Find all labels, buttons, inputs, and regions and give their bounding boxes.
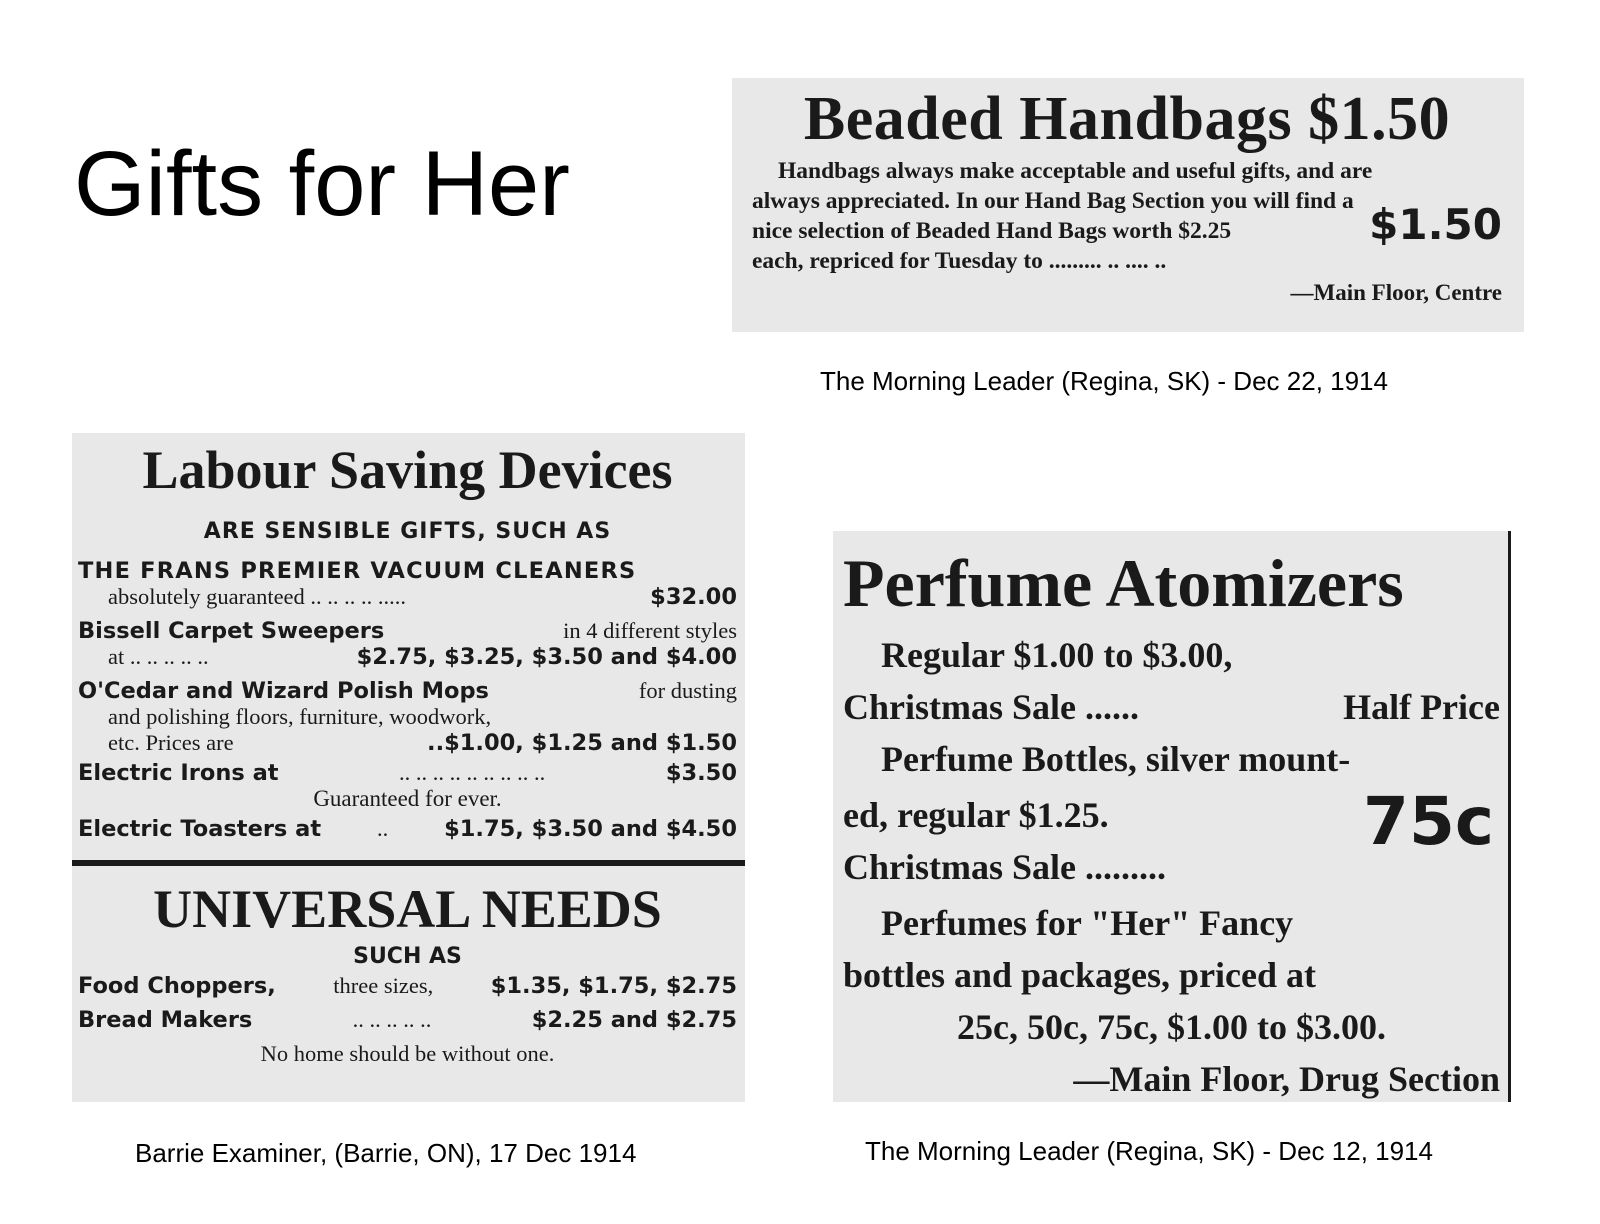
perfume-line: bottles and packages, priced at — [843, 955, 1317, 995]
perfume-line: Christmas Sale ...... — [843, 687, 1139, 727]
perfume-row — [843, 681, 1500, 733]
labour-item-desc: .. — [376, 816, 389, 841]
perfume-clipping — [833, 531, 1511, 1102]
labour-item-price: ..$1.00, $1.25 and $1.50 — [427, 730, 737, 756]
labour-item-price: $3.50 — [665, 760, 737, 786]
universal-headline: UNIVERSAL NEEDS — [153, 879, 662, 939]
perfume-line: Regular $1.00 to $3.00, — [881, 635, 1233, 675]
handbags-body — [752, 156, 1502, 276]
labour-item-row — [78, 730, 737, 756]
perfume-line: Perfume Bottles, silver mount- — [881, 739, 1351, 779]
labour-item-desc: at .. .. .. .. .. — [108, 644, 209, 669]
labour-item-name: Electric Toasters at — [78, 816, 322, 842]
universal-subhead: SUCH AS — [353, 944, 462, 969]
universal-item-desc: .. .. .. .. .. — [352, 1007, 432, 1032]
labour-item-row — [78, 618, 737, 644]
universal-item-row — [78, 1003, 737, 1037]
universal-item-price: $2.25 and $2.75 — [531, 1007, 737, 1033]
labour-item-desc: etc. Prices are — [108, 730, 234, 755]
labour-item-row — [78, 644, 737, 670]
perfume-line: 25c, 50c, 75c, $1.00 to $3.00. — [957, 1007, 1386, 1047]
labour-clipping — [72, 433, 745, 1102]
perfume-location: —Main Floor, Drug Section — [1073, 1059, 1500, 1099]
universal-item-row — [78, 969, 737, 1003]
handbags-headline: Beaded Handbags $1.50 — [803, 85, 1451, 153]
perfume-headline: Perfume Atomizers — [843, 545, 1404, 621]
handbags-body-line: Handbags always make acceptable and useful gifts, and are — [778, 158, 1373, 184]
perfume-line: Perfumes for "Her" Fancy — [881, 903, 1294, 943]
labour-item-price: $1.75, $3.50 and $4.50 — [444, 816, 737, 842]
labour-item-price: $32.00 — [650, 584, 737, 610]
perfume-price: 75c — [1363, 783, 1494, 860]
labour-item-desc: Guaranteed for ever. — [313, 786, 502, 811]
labour-item-desc: absolutely guaranteed .. .. .. .. ..... — [108, 584, 407, 609]
handbags-body-line: nice selection of Beaded Hand Bags worth $2.25 — [752, 218, 1232, 244]
labour-item-name: Bissell Carpet Sweepers — [78, 618, 385, 644]
perfume-line: ed, regular $1.25. — [843, 795, 1109, 835]
universal-item-desc: three sizes, — [333, 973, 434, 998]
labour-item-desc: and polishing floors, furniture, woodwork, — [108, 704, 492, 729]
labour-subhead: ARE SENSIBLE GIFTS, SUCH AS — [203, 519, 612, 544]
handbags-price: $1.50 — [1369, 200, 1502, 249]
labour-item-row — [78, 816, 737, 842]
handbags-body-line: always appreciated. In our Hand Bag Section you will find a — [752, 188, 1354, 214]
labour-item-name: O'Cedar and Wizard Polish Mops — [78, 678, 489, 704]
slide-title: Gifts for Her — [74, 133, 570, 235]
universal-item-price: $1.35, $1.75, $2.75 — [490, 973, 737, 999]
section-divider — [72, 860, 745, 866]
universal-footer: No home should be without one. — [260, 1041, 555, 1066]
perfume-caption: The Morning Leader (Regina, SK) - Dec 12, 1914 — [865, 1136, 1433, 1166]
labour-item-row — [78, 584, 737, 610]
handbags-body-line: each, repriced for Tuesday to ......... .. .... .. — [752, 248, 1167, 274]
handbags-clipping — [732, 78, 1524, 332]
labour-item-desc: in 4 different styles — [563, 618, 737, 643]
labour-item-desc: .. .. .. .. .. .. .. .. .. — [399, 760, 546, 785]
labour-item-row — [78, 760, 737, 786]
perfume-half-price: Half Price — [1343, 687, 1500, 727]
handbags-location: —Main Floor, Centre — [1290, 280, 1502, 305]
labour-item-row — [78, 678, 737, 704]
labour-item-desc: for dusting — [638, 678, 737, 703]
universal-item-name: Bread Makers — [78, 1007, 253, 1033]
universal-item-name: Food Choppers, — [78, 973, 276, 999]
labour-item-name: Electric Irons at — [78, 760, 279, 786]
labour-caption: Barrie Examiner, (Barrie, ON), 17 Dec 1914 — [135, 1138, 637, 1168]
handbags-caption: The Morning Leader (Regina, SK) - Dec 22, 1914 — [820, 366, 1388, 396]
labour-item-name: THE FRANS PREMIER VACUUM CLEANERS — [78, 558, 637, 584]
perfume-price-block — [843, 783, 1500, 893]
labour-headline: Labour Saving Devices — [142, 440, 673, 500]
labour-item-price: $2.75, $3.25, $3.50 and $4.00 — [356, 644, 737, 670]
perfume-line: Christmas Sale ......... — [843, 847, 1166, 887]
